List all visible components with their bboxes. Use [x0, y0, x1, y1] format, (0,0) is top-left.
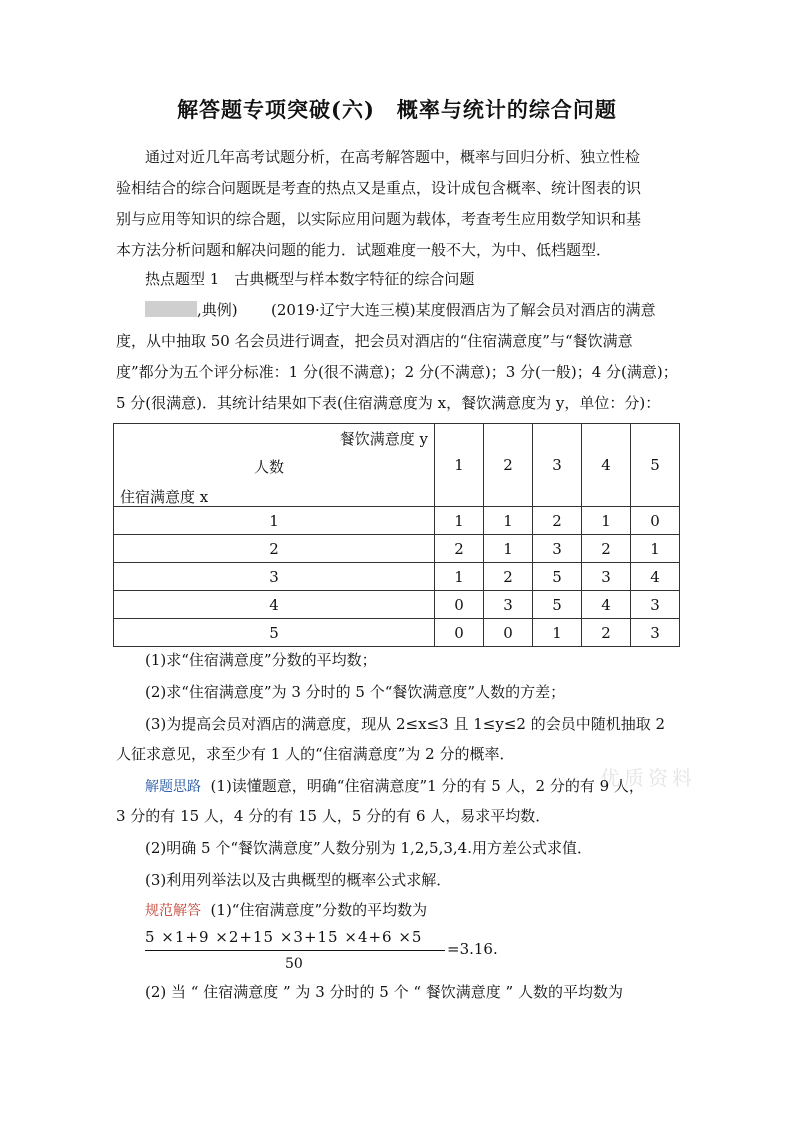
header-mid: 人数: [254, 458, 285, 476]
table-cell: 4: [582, 591, 631, 619]
table-header-corner: [114, 424, 435, 507]
thinking-text-1: (1)读懂题意，明确“住宿满意度”1 分的有 5 人，2 分的有 9 人，: [210, 777, 644, 795]
example-line-1: [145, 300, 656, 320]
example-line-3: 度”都分为五个评分标准：1 分(很不满意)；2 分(不满意)；3 分(一般)；4 分(满意)；: [116, 363, 678, 381]
table-cell: 3: [484, 591, 533, 619]
table-cell: 1: [484, 535, 533, 563]
thinking-line-1: [145, 776, 644, 797]
table-cell: 5: [533, 563, 582, 591]
row-label: 4: [114, 591, 435, 619]
row-label: 3: [114, 563, 435, 591]
row-label: 2: [114, 535, 435, 563]
example-label: ,典例): [197, 301, 238, 319]
table-cell: 3: [582, 563, 631, 591]
intro-line-4: 本方法分析问题和解决问题的能力．试题难度一般不大，为中、低档题型．: [116, 241, 612, 259]
hot-topic-heading: 热点题型 1 古典概型与样本数字特征的综合问题: [145, 270, 475, 288]
intro-line-3: 别与应用等知识的综合题，以实际应用问题为载体，考查考生应用数学知识和基: [116, 210, 642, 228]
table-cell: 3: [631, 591, 680, 619]
thinking-line-4: (3)利用列举法以及古典概型的概率公式求解．: [145, 871, 452, 889]
table-cell: 0: [435, 619, 484, 647]
page-title: 解答题专项突破(六) 概率与统计的综合问题: [177, 97, 617, 122]
thinking-line-2: 3 分的有 15 人，4 分的有 15 人，5 分的有 6 人，易求平均数．: [116, 807, 551, 825]
col-header: 1: [435, 424, 484, 507]
table-row: [114, 563, 680, 591]
table-cell: 1: [435, 563, 484, 591]
intro-line-2: 验相结合的综合问题既是考查的热点又是重点，设计成包含概率、统计图表的识: [116, 179, 642, 197]
table-cell: 2: [484, 563, 533, 591]
row-label: 5: [114, 619, 435, 647]
table-cell: 1: [631, 535, 680, 563]
fraction-denominator: 50: [285, 956, 303, 972]
fraction-numerator: 5 ×1+9 ×2+15 ×3+15 ×4+6 ×5: [145, 928, 423, 946]
table-cell: 2: [582, 535, 631, 563]
row-label: 1: [114, 507, 435, 535]
col-header: 4: [582, 424, 631, 507]
fraction-result: =3.16.: [447, 940, 498, 958]
question-2: (2)求“住宿满意度”为 3 分时的 5 个“餐饮满意度”人数的方差；: [145, 683, 566, 701]
col-header: 2: [484, 424, 533, 507]
fraction-bar: [145, 950, 445, 951]
satisfaction-table: [113, 423, 680, 647]
table-cell: 0: [484, 619, 533, 647]
answer-text-1: (1)“住宿满意度”分数的平均数为: [210, 901, 428, 919]
example-line-2: 度，从中抽取 50 名会员进行调查，把会员对酒店的“住宿满意度”与“餐饮满意: [116, 332, 633, 350]
table-row: [114, 619, 680, 647]
table-cell: 1: [533, 619, 582, 647]
question-1: (1)求“住宿满意度”分数的平均数；: [145, 651, 377, 669]
intro-line-1: 通过对近几年高考试题分析，在高考解答题中，概率与回归分析、独立性检: [145, 148, 641, 166]
header-top: 餐饮满意度 y: [339, 430, 428, 448]
question-3-cont: 人征求意见，求至少有 1 人的“住宿满意度”为 2 分的概率．: [116, 745, 515, 763]
table-cell: 3: [533, 535, 582, 563]
table-cell: 2: [582, 619, 631, 647]
table-row: [114, 591, 680, 619]
example-label-box: [145, 301, 197, 317]
thinking-label: 解题思路: [145, 779, 201, 795]
table-cell: 1: [435, 507, 484, 535]
table-cell: 1: [484, 507, 533, 535]
table-cell: 1: [582, 507, 631, 535]
answer-line-1: [145, 900, 427, 921]
header-bottom: 住宿满意度 x: [120, 488, 209, 506]
table-cell: 0: [631, 507, 680, 535]
table-row: [114, 535, 680, 563]
watermark: 优质资料: [600, 766, 696, 790]
example-text-1: (2019·辽宁大连三模)某度假酒店为了解会员对酒店的满意: [271, 301, 656, 319]
table-cell: 3: [631, 619, 680, 647]
mean-fraction: [145, 928, 498, 972]
answer-label: 规范解答: [145, 903, 201, 919]
col-header: 3: [533, 424, 582, 507]
answer-line-2: (2) 当 “ 住宿满意度 ” 为 3 分时的 5 个 “ 餐饮满意度 ” 人数的平均数为: [145, 983, 623, 1001]
table-cell: 2: [435, 535, 484, 563]
table-cell: 2: [533, 507, 582, 535]
table-row: [114, 507, 680, 535]
question-3: (3)为提高会员对酒店的满意度，现从 2≤x≤3 且 1≤y≤2 的会员中随机抽取 2: [145, 715, 666, 733]
thinking-line-3: (2)明确 5 个“餐饮满意度”人数分别为 1,2,5,3,4.用方差公式求值．: [145, 839, 592, 857]
col-header: 5: [631, 424, 680, 507]
table-cell: 4: [631, 563, 680, 591]
table-cell: 5: [533, 591, 582, 619]
example-line-4: 5 分(很满意)．其统计结果如下表(住宿满意度为 x，餐饮满意度为 y，单位：分)：: [116, 394, 661, 412]
table-cell: 0: [435, 591, 484, 619]
